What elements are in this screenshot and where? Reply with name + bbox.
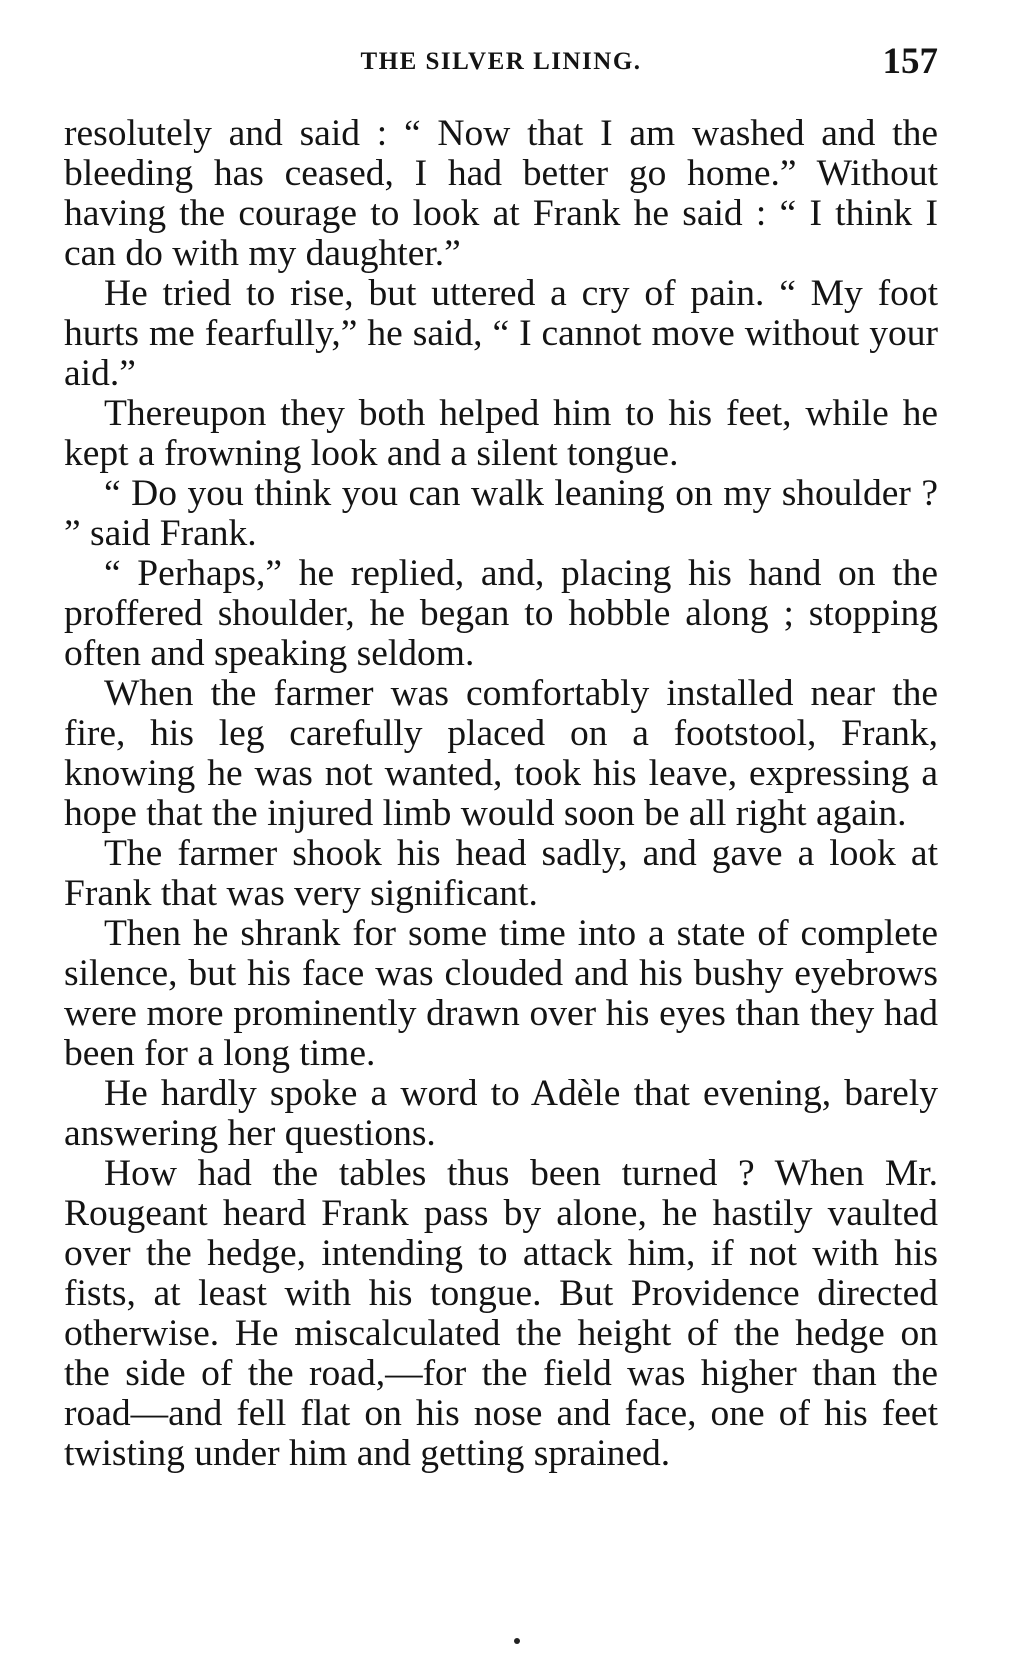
paragraph-8: Then he shrank for some time into a state of complete silence, but his face was clouded and his bushy eyebrows were more prominently drawn over his eyes than they had been for a long time. xyxy=(64,913,938,1074)
paragraph-1: resolutely and said : “ Now that I am washed and the bleeding has ceased, I had better go home.” Without having the courage to look at Frank he said : “ I think I can do with my daughter.” xyxy=(64,113,938,274)
running-head xyxy=(64,40,938,80)
body-text xyxy=(64,114,938,1474)
paragraph-9: He hardly spoke a word to Adèle that evening, barely answering her questions. xyxy=(64,1073,938,1154)
paragraph-10: How had the tables thus been turned ? When Mr. Rougeant heard Frank pass by alone, he hastily vaulted over the hedge, intending to attack him, if not with his fists, at least with his tongue. But Providence directed otherwise. He miscalculated the height of the hedge on the side of the road,—for the field was higher than the road—and fell flat on his nose and face, one of his feet twisting under him and getting sprained. xyxy=(64,1153,938,1474)
running-title: THE SILVER LINING. xyxy=(360,48,642,75)
paragraph-2: He tried to rise, but uttered a cry of pain. “ My foot hurts me fearfully,” he said, “ I cannot move without your aid.” xyxy=(64,273,938,394)
paragraph-6: When the farmer was comfortably installed near the fire, his leg carefully placed on a footstool, Frank, knowing he was not wanted, took his leave, expressing a hope that the injured limb would soon be all right again. xyxy=(64,673,938,834)
printer-dot-mark xyxy=(514,1638,520,1644)
paragraph-4: “ Do you think you can walk leaning on my shoulder ? ” said Frank. xyxy=(64,473,938,554)
paragraph-5: “ Perhaps,” he replied, and, placing his hand on the proffered shoulder, he began to hobble along ; stopping often and speaking seldom. xyxy=(64,553,938,674)
page-number: 157 xyxy=(882,41,938,82)
paragraph-3: Thereupon they both helped him to his feet, while he kept a frowning look and a silent tongue. xyxy=(64,393,938,474)
paragraph-7: The farmer shook his head sadly, and gave a look at Frank that was very significant. xyxy=(64,833,938,914)
